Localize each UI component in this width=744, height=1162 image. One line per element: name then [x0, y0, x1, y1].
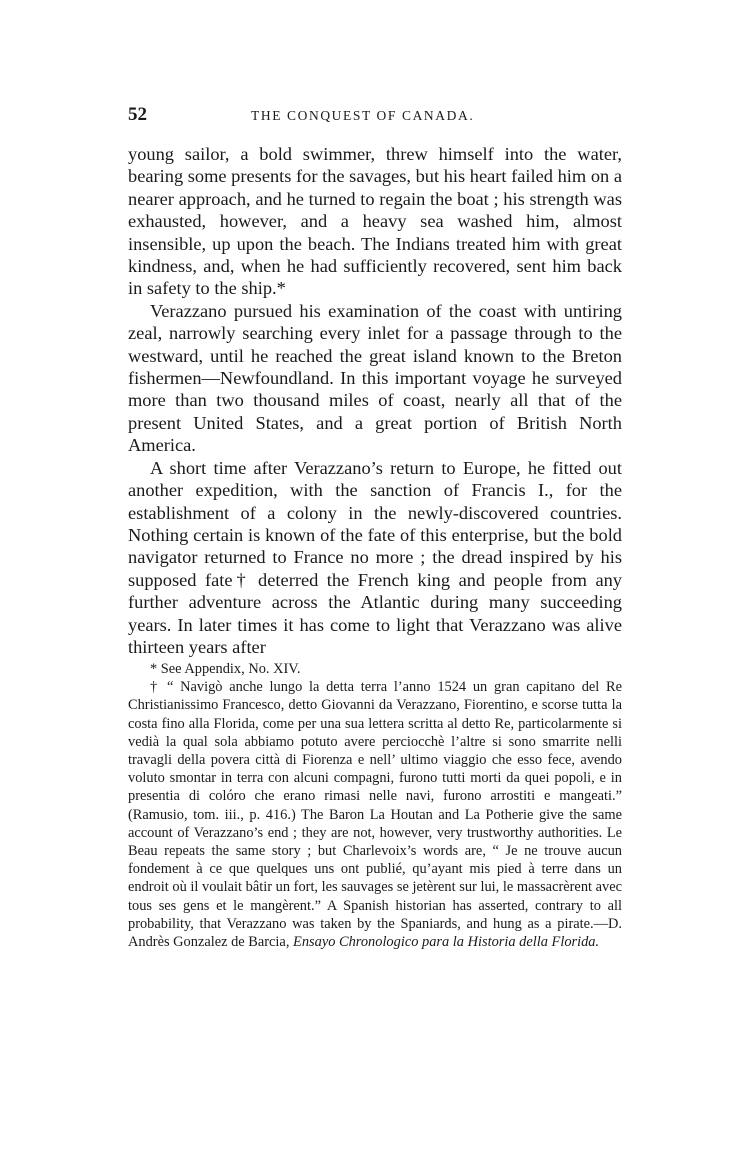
footnote-ramusio-text: † “ Navigò anche lungo la detta terra l’anno 1524 un gran capitano del Re Christianissimo Francesco, detto Giovanni da Verazzano, Fiorentino, e scorse tutta la costa fino alla Florida, come per una sua lettera scritta al detto Re, particolarmente si vedià la qual sola abbiamo potuto avere perciocchè l’altre si sono smarrite nelli travagli della povera città di Fiorenza e nell’ ultimo viaggio che esso fece, avendo voluto smontar in terra con alcuni compagni, furono tutti morti da quei popoli, e in presentia di colóro che erano rimasi nelle navi, furono arrostiti e mangeati.” (Ramusio, tom. iii., p. 416.) The Baron La Houtan and La Potherie give the same account of Verazzano’s end ; they are not, however, very trustworthy authorities. Le Beau repeats the same story ; but Charlevoix’s words are, “ Je ne trouve aucun fondement à ce que quelques uns ont publié, qu’ayant mis pied à terre dans un endroit où il voulait bâtir un fort, les sauvages se jetèrent sur lui, le massacrèrent avec tous ses gens et le mangèrent.” A Spanish historian has asserted, contrary to all probability, that Verazzano was taken by the Spaniards, and hung as a pirate.—D. Andrès Gonzalez de Barcia,: [128, 679, 622, 951]
body-paragraph: A short time after Verazzano’s return to Europe, he fitted out another expedition, with the sanction of Francis I., for the establishment of a colony in the newly-discovered countries. Nothing certain is known of the fate of this enterprise, but the bold navigator returned to France no more ; the dread inspired by his supposed fate† deterred the French king and people from any further adventure across the Atlantic during many succeeding years. In later times it has come to light that Verazzano was alive thirteen years after: [128, 457, 622, 657]
body-paragraph: Verazzano pursued his examination of the coast with untiring zeal, narrowly searching every inlet for a passage through to the westward, until he reached the great island known to the Breton fishermen—Newfoundland. In this important voyage he surveyed more than two thousand miles of coast, nearly all that of the present United States, and a great portion of British North America.: [128, 300, 622, 456]
footnotes: [128, 660, 622, 951]
page-number: 52: [128, 104, 147, 125]
footnote-appendix: * See Appendix, No. XIV.: [150, 661, 301, 677]
body-paragraph: young sailor, a bold swimmer, threw himself into the water, bearing some presents for the savages, but his heart failed him on a nearer approach, and he turned to regain the boat ; his strength was exhausted, however, and a heavy sea washed him, almost insensible, up upon the beach. The Indians treated him with great kindness, and, when he had sufficiently recovered, sent him back in safety to the ship.*: [128, 144, 622, 299]
footnote-ramusio-title: Ensayo Chronologico para la Historia della Florida.: [293, 934, 600, 951]
footnote-ramusio: [128, 678, 622, 951]
body-text: [128, 143, 622, 658]
running-head: [128, 104, 622, 128]
running-title: THE CONQUEST OF CANADA.: [251, 108, 475, 123]
